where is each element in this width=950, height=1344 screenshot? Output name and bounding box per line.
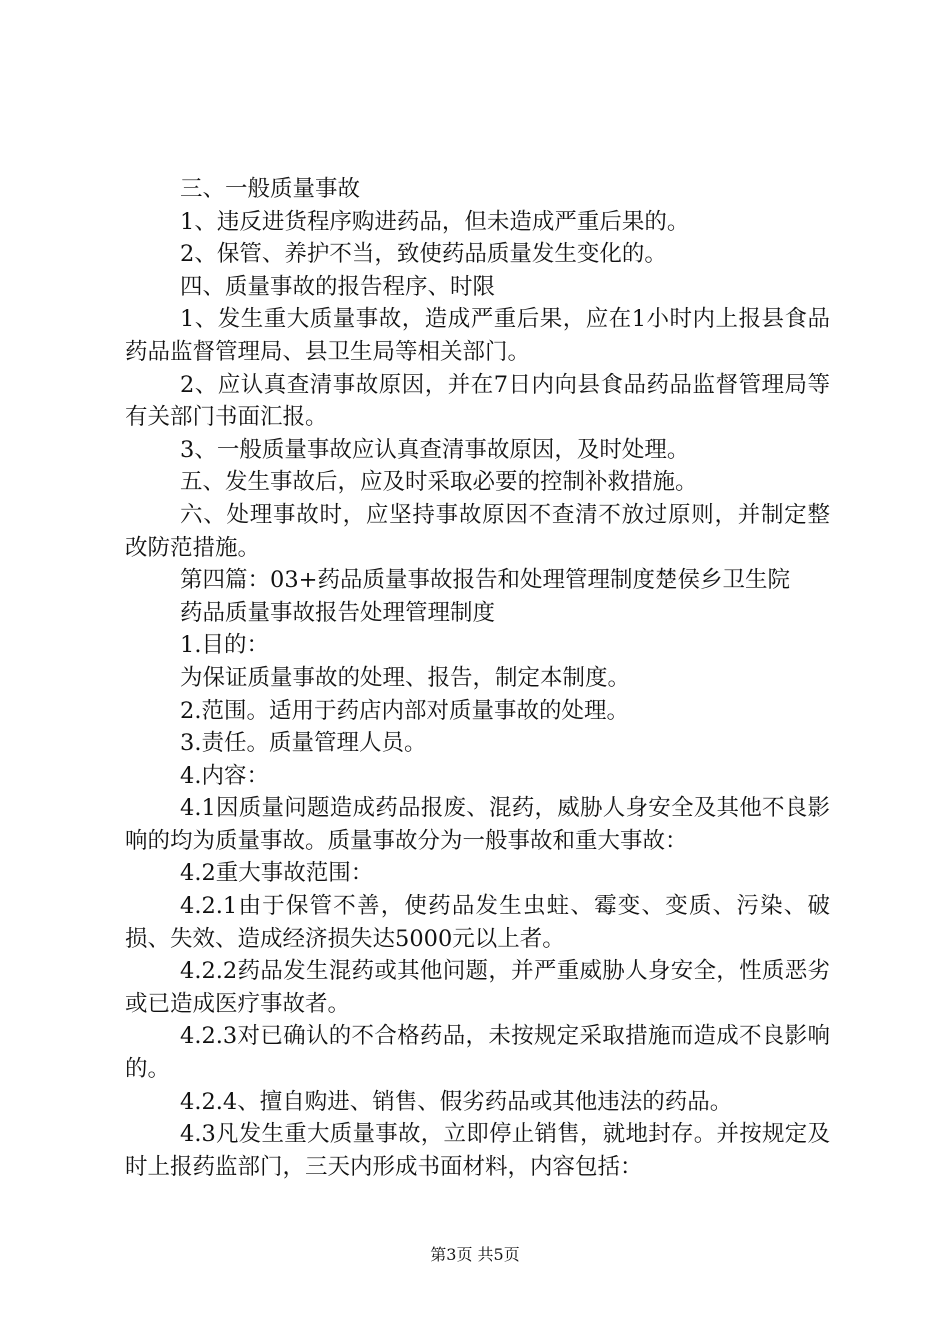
paragraph: 3、一般质量事故应认真查清事故原因，及时处理。 bbox=[180, 436, 690, 463]
paragraph: 4.3凡发生重大质量事故，立即停止销售，就地封存。并按规定及时上报药监部门，三天内形成书面材料，内容包括： bbox=[125, 1121, 830, 1180]
page-number: 第3页 共5页 bbox=[430, 1245, 520, 1264]
paragraph: 为保证质量事故的处理、报告，制定本制度。 bbox=[180, 664, 631, 691]
paragraph: 4.内容： bbox=[180, 762, 269, 789]
paragraph: 三、一般质量事故 bbox=[180, 176, 361, 202]
paragraph: 2、保管、养护不当，致使药品质量发生变化的。 bbox=[180, 241, 667, 268]
paragraph: 1、发生重大质量事故，造成严重后果，应在1小时内上报县食品药品监督管理局、县卫生局等相关部门。 bbox=[125, 306, 830, 365]
paragraph: 4.2.1由于保管不善，使药品发生虫蛀、霉变、变质、污染、破损、失效、造成经济损失达5000元以上者。 bbox=[125, 893, 830, 952]
paragraph: 四、质量事故的报告程序、时限 bbox=[180, 273, 496, 300]
paragraph: 2.范围。适用于药店内部对质量事故的处理。 bbox=[180, 697, 629, 724]
paragraph: 五、发生事故后，应及时采取必要的控制补救措施。 bbox=[180, 469, 698, 496]
paragraph: 4.1因质量问题造成药品报废、混药，威胁人身安全及其他不良影响的均为质量事故。质量事故分为一般事故和重大事故： bbox=[125, 795, 830, 854]
paragraph: 六、处理事故时，应坚持事故原因不查清不放过原则，并制定整改防范措施。 bbox=[125, 501, 830, 561]
paragraph: 4.2.3对已确认的不合格药品，未按规定采取措施而造成不良影响的。 bbox=[125, 1023, 830, 1083]
document-title: 药品质量事故报告处理管理制度 bbox=[180, 599, 496, 626]
section-heading: 第四篇：03+药品质量事故报告和处理管理制度楚侯乡卫生院 bbox=[180, 567, 790, 594]
paragraph: 4.2.2药品发生混药或其他问题，并严重威胁人身安全，性质恶劣或已造成医疗事故者。 bbox=[125, 958, 830, 1017]
paragraph: 3.责任。质量管理人员。 bbox=[180, 730, 427, 757]
paragraph: 4.2.4、擅自购进、销售、假劣药品或其他违法的药品。 bbox=[180, 1088, 733, 1115]
paragraph: 1、违反进货程序购进药品，但未造成严重后果的。 bbox=[180, 208, 690, 235]
document-body bbox=[125, 173, 830, 1183]
paragraph: 1.目的： bbox=[180, 632, 269, 659]
paragraph: 4.2重大事故范围： bbox=[180, 860, 374, 887]
paragraph: 2、应认真查清事故原因，并在7日内向县食品药品监督管理局等有关部门书面汇报。 bbox=[125, 371, 830, 431]
